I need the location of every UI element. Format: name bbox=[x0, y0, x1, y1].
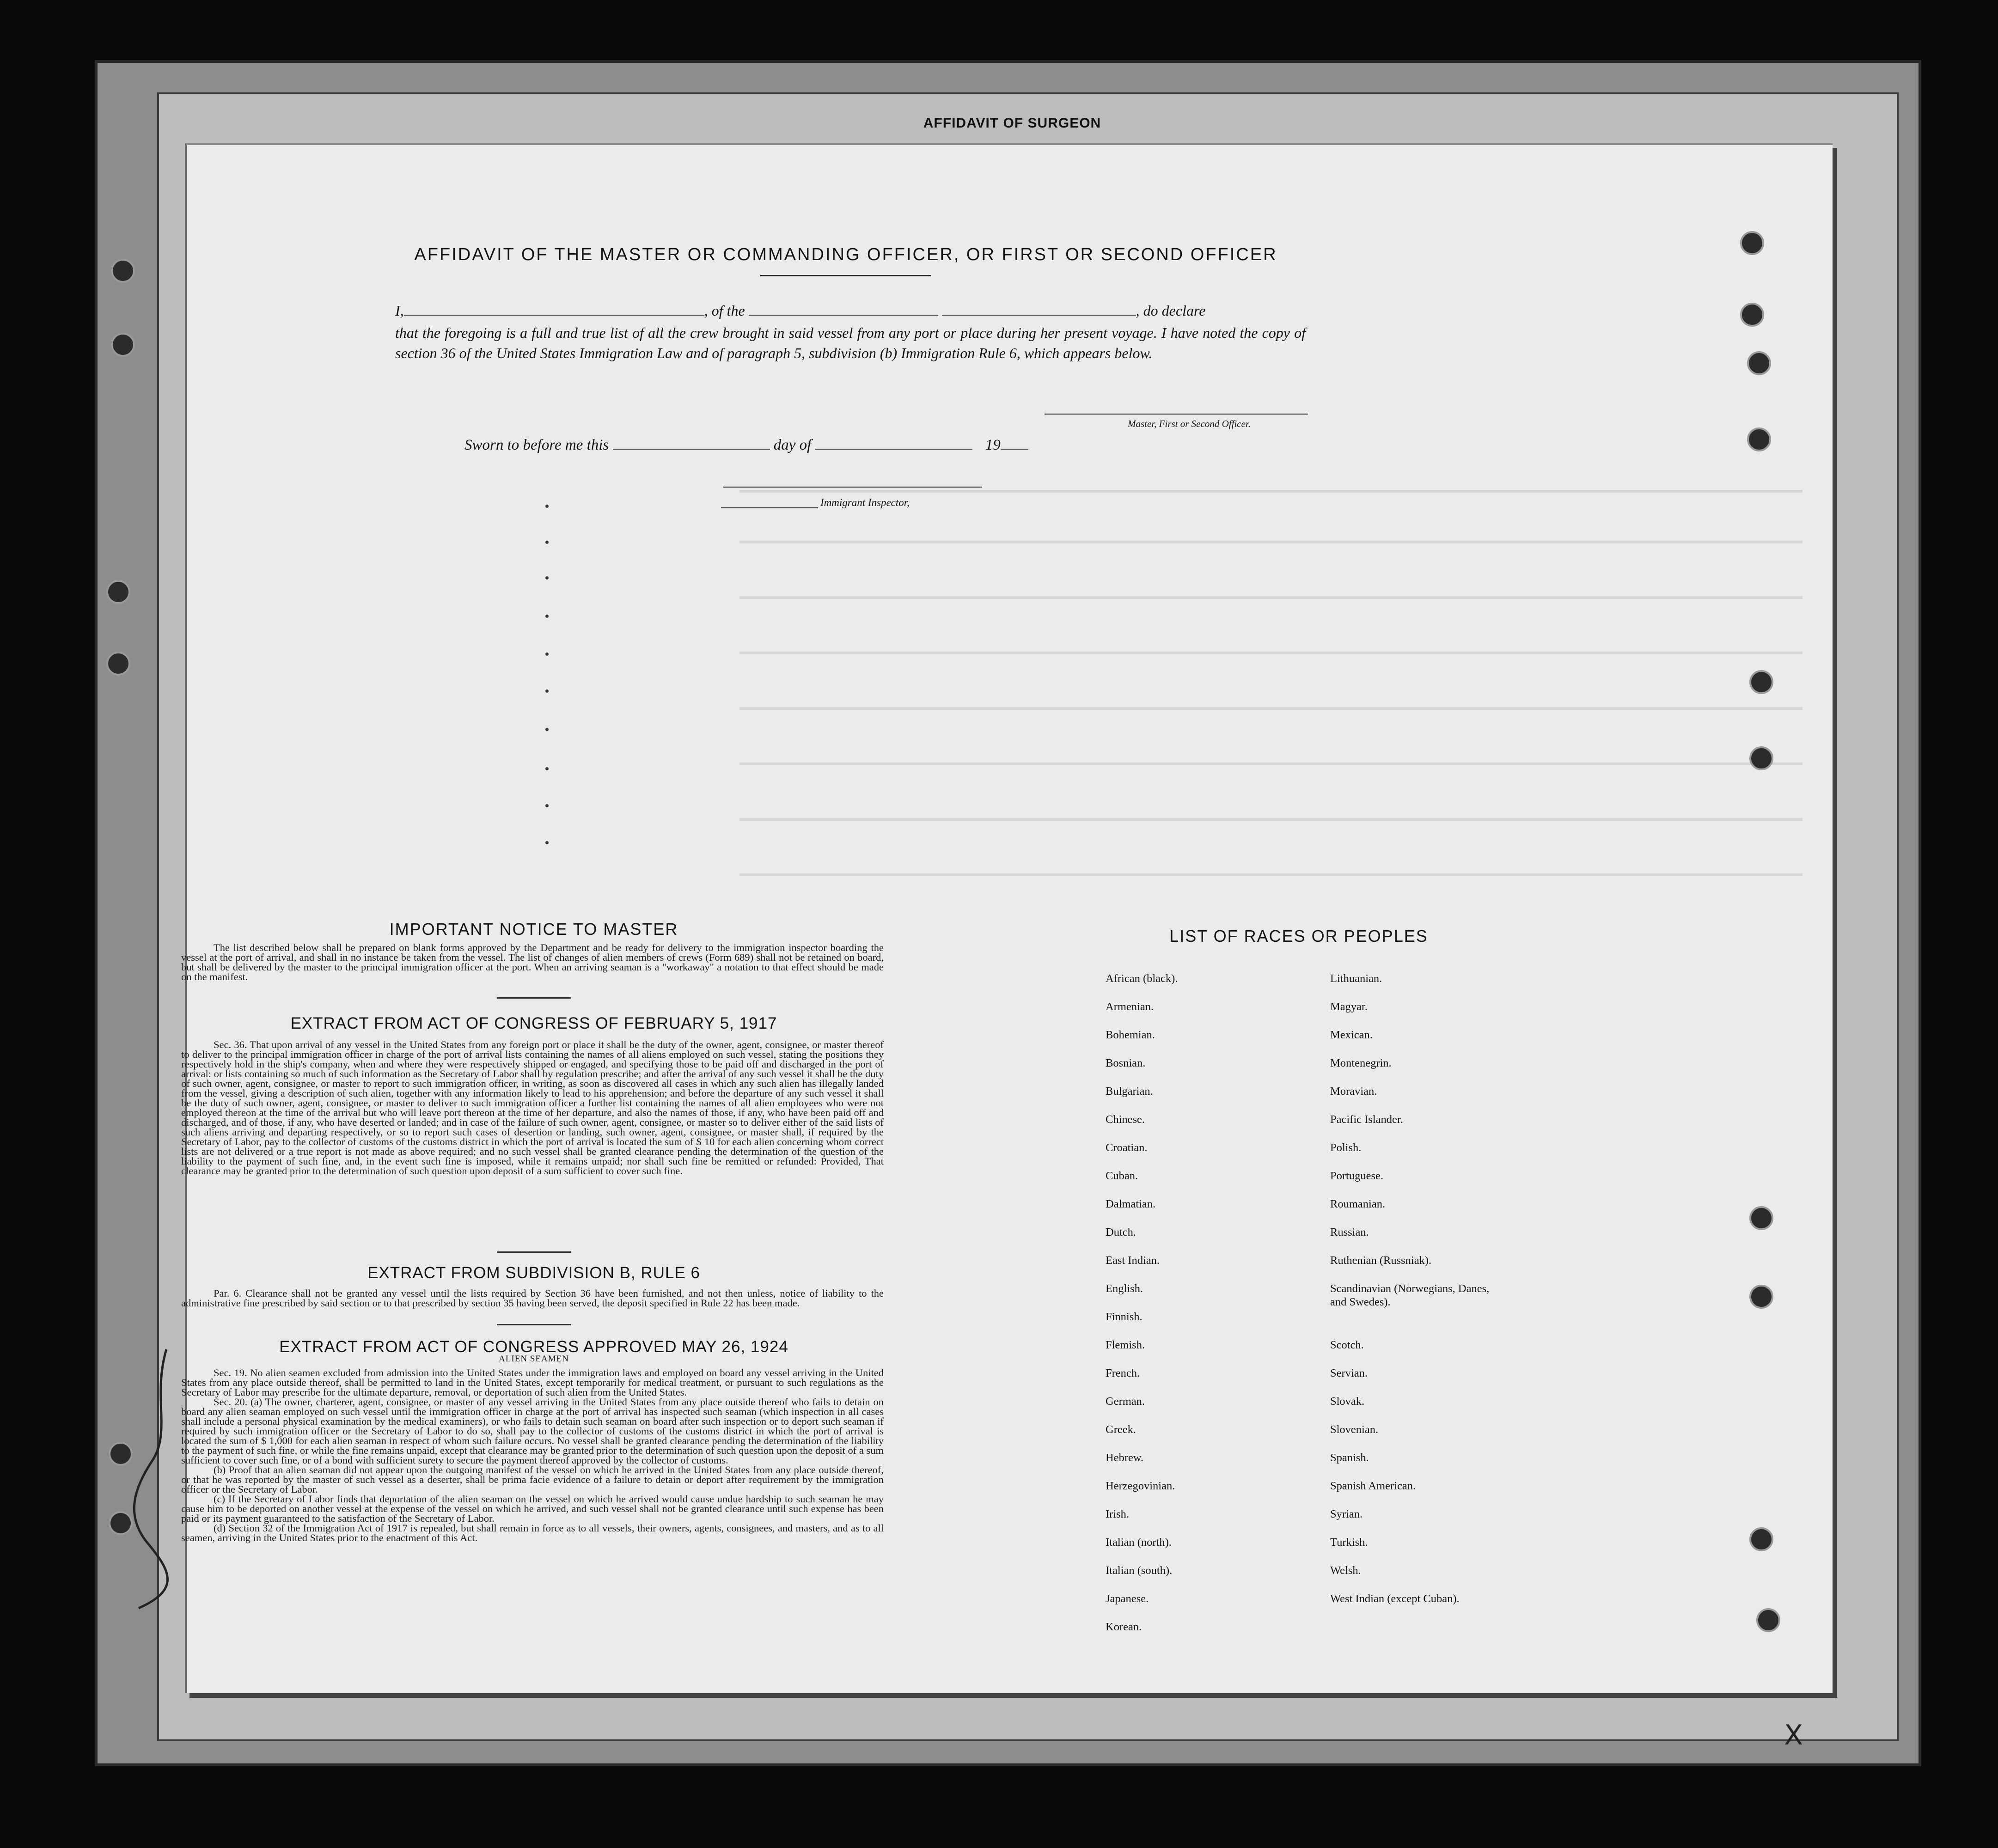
extract-1924-subtitle: ALIEN SEAMEN bbox=[499, 1354, 569, 1364]
race-item: Servian. bbox=[1330, 1367, 1368, 1379]
ghost-rule bbox=[739, 596, 1802, 599]
extract-1917-title: EXTRACT FROM ACT OF CONGRESS OF FEBRUARY 5, 1917 bbox=[290, 1014, 777, 1032]
sworn-line bbox=[464, 437, 1028, 454]
race-item: Korean. bbox=[1106, 1621, 1142, 1633]
race-item: Italian (north). bbox=[1106, 1536, 1172, 1549]
corner-check-mark: X bbox=[1784, 1719, 1803, 1751]
punch-hole bbox=[1756, 1608, 1780, 1632]
inspector-signature-line-2 bbox=[721, 507, 818, 508]
notice-title: IMPORTANT NOTICE TO MASTER bbox=[389, 920, 678, 939]
rule6-title: EXTRACT FROM SUBDIVISION B, RULE 6 bbox=[367, 1264, 700, 1282]
punch-hole bbox=[1749, 746, 1773, 770]
punch-hole bbox=[1747, 427, 1771, 451]
rule6-body bbox=[181, 1288, 884, 1308]
sec20b-paragraph: (b) Proof that an alien seaman did not appear upon the outgoing manifest of the vessel on which he arrived in the United States from any place outside thereof, or that he was reported by the master of such vessel as a deserter, shall be prima facie evidence of a failure to detain or deport after requirement by the immigration officer or the Secretary of Labor. bbox=[181, 1464, 884, 1495]
vessel-blank-2[interactable] bbox=[942, 315, 1136, 316]
race-item: Herzegovinian. bbox=[1106, 1480, 1175, 1492]
dot-mark bbox=[545, 841, 549, 844]
race-item: Montenegrin. bbox=[1330, 1057, 1392, 1069]
declaration-declare: , do declare bbox=[1136, 302, 1206, 319]
sworn-day-blank[interactable] bbox=[613, 449, 770, 450]
sec20c-paragraph: (c) If the Secretary of Labor finds that deportation of the alien seaman on the vessel on which he arrived would cause undue hardship to such seaman he may cause him to be deported on another vessel at the expense of the vessel on which he arrived, and such vessel shall not be granted clearance until such expense has been paid or its payment guaranteed to the satisfaction of the Secretary of Labor. bbox=[181, 1493, 884, 1524]
race-item: French. bbox=[1106, 1367, 1140, 1379]
rule6-paragraph: Par. 6. Clearance shall not be granted any vessel until the lists required by Section 36 have been furnished, and not then unless, notice of liability to the administrative fine prescribed by said section or to that prescribed by section 35 having been served, the deposit specified in Rule 22 has been made. bbox=[181, 1287, 884, 1309]
ghost-rule bbox=[739, 762, 1802, 765]
race-item: Cuban. bbox=[1106, 1170, 1138, 1182]
race-item: Welsh. bbox=[1330, 1564, 1361, 1577]
punch-hole bbox=[1747, 351, 1771, 375]
punch-hole bbox=[1749, 670, 1773, 694]
race-item: Irish. bbox=[1106, 1508, 1130, 1520]
section-divider bbox=[497, 1324, 571, 1325]
declaration-line bbox=[395, 302, 1306, 319]
race-item: Scotch. bbox=[1330, 1339, 1364, 1351]
dot-mark bbox=[545, 615, 549, 618]
race-item: West Indian (except Cuban). bbox=[1330, 1592, 1460, 1605]
extract-1917-body bbox=[181, 1040, 884, 1176]
race-item: Mexican. bbox=[1330, 1029, 1373, 1041]
race-item: Flemish. bbox=[1106, 1339, 1145, 1351]
punch-hole bbox=[111, 333, 135, 357]
dot-mark bbox=[545, 728, 549, 731]
ghost-rule bbox=[739, 873, 1802, 876]
race-item: African (black). bbox=[1106, 972, 1178, 985]
vessel-blank[interactable] bbox=[749, 315, 938, 316]
race-item: Armenian. bbox=[1106, 1000, 1154, 1013]
punch-hole bbox=[1749, 1527, 1773, 1551]
race-item: Polish. bbox=[1330, 1141, 1362, 1154]
day-of-text: day of bbox=[773, 437, 812, 453]
signature-line[interactable] bbox=[1045, 414, 1308, 415]
declaration-body: that the foregoing is a full and true list of all the crew brought in said vessel from any port or place during her present voyage. I have noted the copy of section 36 of the United States Immigration Law and of paragraph 5, subdivision (b) Immigration Rule 6, which appears below. bbox=[395, 324, 1306, 361]
notice-body bbox=[181, 943, 884, 982]
sworn-text: Sworn to before me this bbox=[464, 437, 609, 453]
declaration-of: , of the bbox=[704, 302, 745, 319]
race-item: Chinese. bbox=[1106, 1113, 1145, 1126]
dot-mark bbox=[545, 804, 549, 807]
sec20a-paragraph: Sec. 20. (a) The owner, charterer, agent, consignee, or master of any vessel arriving in the United States from any place outside thereof who fails to detain on board any alien seaman employed on such vessel until the immigration officer in charge at the port of arrival has inspected such seaman (which inspection in all cases shall include a personal physical examination by the medical examiners), or who fails to detain such seaman on board after such inspection or to deport such seaman if required by such immigration officer or the Secretary of Labor to do so, shall pay to the collector of customs of the customs district in which the port of arrival is located the sum of $ 1,000 for each alien seaman in respect of whom such failure occurs. No vessel shall be granted clearance pending the determination of the liability to the payment of such fine, or while the fine remains unpaid, except that clearance may be granted prior to the determination of such question upon the deposit of a sum sufficient to cover such fine, or of a bond with sufficient surety to secure the payment thereof approved by the collector of customs. bbox=[181, 1396, 884, 1466]
race-item: English. bbox=[1106, 1282, 1143, 1295]
race-item: Russian. bbox=[1330, 1226, 1369, 1238]
sec20d-paragraph: (d) Section 32 of the Immigration Act of 1917 is repealed, but shall remain in force as to all vessels, their owners, agents, consignees, and masters, and as to all seamen, arriving in the United States prior to the enactment of this Act. bbox=[181, 1522, 884, 1543]
race-item: East Indian. bbox=[1106, 1254, 1160, 1267]
ghost-rule bbox=[739, 652, 1802, 654]
notice-paragraph: The list described below shall be prepared on blank forms approved by the Department and be ready for delivery to the immigration inspector boarding the vessel at the port of arrival, and shall in no instance be taken from the vessel. The list of changes of alien members of crews (Form 689) shall not be retained on board, but shall be delivered by the master to the principal immigration officer at the port. When an arriving seaman is a "workaway" a notation to that effect should be made on the manifest. bbox=[181, 942, 884, 982]
punch-hole bbox=[1740, 231, 1764, 255]
race-item: Scandinavian (Norwegians, Danes, and Swedes). bbox=[1330, 1282, 1490, 1308]
surgeon-affidavit-heading: AFFIDAVIT OF SURGEON bbox=[923, 116, 1101, 131]
extract-1917-paragraph: Sec. 36. That upon arrival of any vessel in the United States from any foreign port or place it shall be the duty of the owner, agent, consignee, or master thereof to deliver to the principal immigration officer in charge of the port of arrival lists containing the names of all aliens employed on such vessel, stating the positions they respectively hold in the ship's company, when and where they were respectively shipped or engaged, and specifying those to be paid off and discharged in the port of arrival: or lists containing so much of such information as the Secretary of Labor shall by regulation prescribe; and after the arrival of any such vessel it shall be the duty of such owner, agent, consignee, or master to report to such immigration officer, in writing, as soon as discovered all cases in which any such alien has illegally landed from the vessel, giving a description of such alien, together with any information likely to lead to his apprehension; and before the departure of any such vessel it shall be the duty of such owner, agent, consignee, or master to deliver to such immigration officer a further list containing the names of all alien employees who were not employed thereon at the time of the arrival but who will leave port thereon at the time of her departure, and also the names of those, if any, who have been paid off and discharged, and of those, if any, who have deserted or landed; and in case of the failure of such owner, agent, consignee, or master so to deliver either of the said lists of such aliens arriving and departing respectively, or so to report such cases of desertion or landing, such owner, agent, consignee, or master shall, if required by the Secretary of Labor, pay to the collector of customs of the customs district in which the port of arrival is located the sum of $ 10 for each alien concerning whom correct lists are not delivered or a true report is not made as above required; and no such vessel shall be granted clearance pending the determination of the question of the liability to the payment of such fine, and, in the event such fine is imposed, while it remains unpaid; nor shall such fine be remitted or refunded: Provided, That clearance may be granted prior to the determination of such question upon deposit of a sum sufficient to cover such fine. bbox=[181, 1039, 884, 1177]
name-blank[interactable] bbox=[404, 315, 704, 316]
punch-hole bbox=[106, 652, 130, 676]
section-divider bbox=[497, 997, 571, 999]
section-divider bbox=[497, 1251, 571, 1253]
year-blank[interactable] bbox=[1001, 449, 1028, 450]
race-item: Spanish. bbox=[1330, 1452, 1369, 1464]
dot-mark bbox=[545, 767, 549, 770]
race-item: Bohemian. bbox=[1106, 1029, 1155, 1041]
extract-1924-title: EXTRACT FROM ACT OF CONGRESS APPROVED MAY 26, 1924 bbox=[279, 1338, 788, 1356]
race-item: Syrian. bbox=[1330, 1508, 1363, 1520]
affidavit-title: AFFIDAVIT OF THE MASTER OR COMMANDING OFFICER, OR FIRST OR SECOND OFFICER bbox=[414, 245, 1277, 264]
race-item: Lithuanian. bbox=[1330, 972, 1382, 985]
dot-mark bbox=[545, 505, 549, 508]
race-item: Hebrew. bbox=[1106, 1452, 1144, 1464]
punch-hole bbox=[1740, 303, 1764, 327]
race-item: Dutch. bbox=[1106, 1226, 1136, 1238]
race-item: Pacific Islander. bbox=[1330, 1113, 1403, 1126]
race-item: Portuguese. bbox=[1330, 1170, 1383, 1182]
race-item: Slovak. bbox=[1330, 1395, 1365, 1408]
race-item: Dalmatian. bbox=[1106, 1198, 1156, 1210]
signature-label: Master, First or Second Officer. bbox=[1128, 418, 1251, 429]
month-blank[interactable] bbox=[815, 449, 972, 450]
race-item: Finnish. bbox=[1106, 1311, 1143, 1323]
extract-1924-body bbox=[181, 1368, 884, 1543]
ghost-rule bbox=[739, 818, 1802, 821]
race-item: Moravian. bbox=[1330, 1085, 1377, 1098]
title-underline bbox=[760, 275, 931, 276]
punch-hole bbox=[111, 259, 135, 283]
race-item: Ruthenian (Russniak). bbox=[1330, 1254, 1432, 1267]
race-item: Bosnian. bbox=[1106, 1057, 1146, 1069]
punch-hole bbox=[1749, 1206, 1773, 1230]
dot-mark bbox=[545, 689, 549, 693]
race-item: Slovenian. bbox=[1330, 1423, 1379, 1436]
race-item: Spanish American. bbox=[1330, 1480, 1416, 1492]
year-prefix: 19 bbox=[985, 437, 1001, 453]
pencil-scribble bbox=[97, 1340, 189, 1617]
inspector-signature-line[interactable] bbox=[723, 487, 982, 488]
races-title: LIST OF RACES OR PEOPLES bbox=[1169, 927, 1428, 945]
ghost-rule bbox=[739, 490, 1802, 493]
dot-mark bbox=[545, 541, 549, 544]
sec19-paragraph: Sec. 19. No alien seamen excluded from admission into the United States under the immigration laws and employed on board any vessel arriving in the United States from any place outside thereof, shall be permitted to land in the United States, except temporarily for medical treatment, or pursuant to such regulations as the Secretary of Labor may prescribe for the ultimate departure, removal, or deportation of such alien from the United States. bbox=[181, 1367, 884, 1398]
race-item: German. bbox=[1106, 1395, 1145, 1408]
punch-hole bbox=[106, 580, 130, 604]
race-item: Magyar. bbox=[1330, 1000, 1368, 1013]
ghost-rule bbox=[739, 541, 1802, 543]
race-item: Roumanian. bbox=[1330, 1198, 1386, 1210]
race-item: Turkish. bbox=[1330, 1536, 1368, 1549]
race-item: Japanese. bbox=[1106, 1592, 1149, 1605]
dot-mark bbox=[545, 576, 549, 579]
race-item: Bulgarian. bbox=[1106, 1085, 1153, 1098]
inspector-label: Immigrant Inspector, bbox=[820, 497, 910, 508]
ghost-rule bbox=[739, 707, 1802, 710]
punch-hole bbox=[1749, 1285, 1773, 1309]
declaration-i: I, bbox=[395, 302, 404, 319]
race-item: Italian (south). bbox=[1106, 1564, 1173, 1577]
race-item: Greek. bbox=[1106, 1423, 1136, 1436]
dot-mark bbox=[545, 653, 549, 656]
race-item: Croatian. bbox=[1106, 1141, 1148, 1154]
